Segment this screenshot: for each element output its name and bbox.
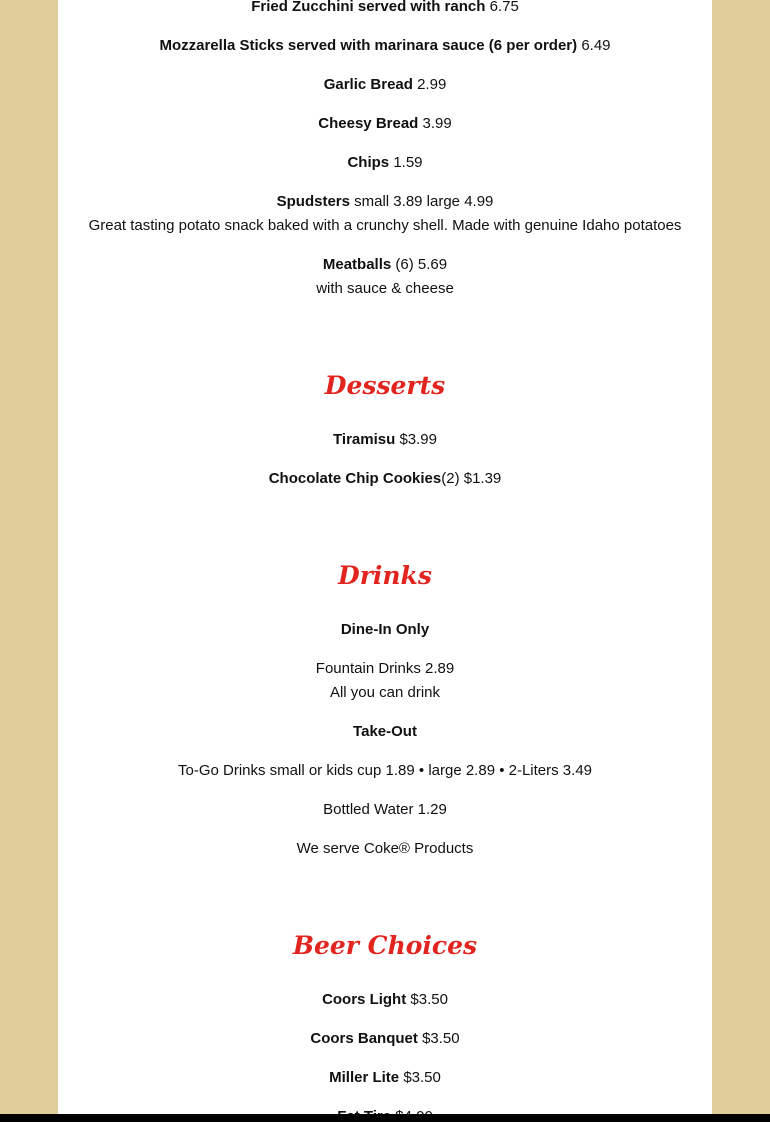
item-description: with sauce & cheese bbox=[316, 280, 454, 297]
menu-item-miller-lite bbox=[58, 1068, 712, 1088]
fountain-note: All you can drink bbox=[329, 684, 441, 701]
item-price: 1.59 bbox=[393, 154, 423, 171]
menu-item-cheesy-bread bbox=[58, 114, 712, 134]
item-price: 6.75 bbox=[489, 0, 519, 15]
item-price: (2) $1.39 bbox=[441, 470, 502, 487]
item-price: $3.50 bbox=[403, 1069, 441, 1086]
beer-heading: Beer Choices bbox=[292, 931, 478, 960]
item-price: 6.49 bbox=[581, 37, 611, 54]
menu-panel bbox=[58, 0, 712, 1122]
togo-drinks: To-Go Drinks small or kids cup 1.89 • large 2.89 • 2-Liters 3.49 bbox=[177, 762, 593, 779]
menu-item-fried-zucchini bbox=[58, 0, 712, 17]
take-out-label: Take-Out bbox=[353, 723, 417, 740]
menu-item-tiramisu bbox=[58, 430, 712, 450]
item-price: $3.50 bbox=[410, 991, 448, 1008]
item-name: Tiramisu bbox=[333, 431, 396, 448]
menu-item-coors-banquet bbox=[58, 1029, 712, 1049]
dine-in-label: Dine-In Only bbox=[340, 621, 430, 638]
item-name: Chocolate Chip Cookies bbox=[268, 470, 442, 487]
item-price: 3.99 bbox=[422, 115, 452, 132]
item-price: $3.99 bbox=[399, 431, 437, 448]
drinks-heading: Drinks bbox=[338, 561, 432, 590]
menu-item-chips bbox=[58, 153, 712, 173]
menu-item-meatballs bbox=[58, 255, 712, 275]
item-description: Great tasting potato snack baked with a crunchy shell. Made with genuine Idaho potatoes bbox=[88, 217, 682, 234]
coke-note: We serve Coke® Products bbox=[296, 840, 474, 857]
bottom-edge-bar bbox=[0, 1114, 770, 1122]
menu-item-spudsters bbox=[58, 192, 712, 212]
item-name: Fried Zucchini served with ranch bbox=[251, 0, 486, 15]
item-name: Mozzarella Sticks served with marinara sauce (6 per order) bbox=[159, 37, 578, 54]
item-price: $3.50 bbox=[422, 1030, 460, 1047]
item-name: Garlic Bread bbox=[323, 76, 413, 93]
item-name: Spudsters bbox=[276, 193, 350, 210]
item-price: 2.99 bbox=[417, 76, 447, 93]
item-name: Meatballs bbox=[322, 256, 392, 273]
item-name: Miller Lite bbox=[329, 1069, 400, 1086]
item-name: Chips bbox=[347, 154, 390, 171]
menu-item-cookies bbox=[58, 469, 712, 489]
desserts-heading: Desserts bbox=[324, 371, 446, 400]
item-price: small 3.89 large 4.99 bbox=[354, 193, 494, 210]
item-price: (6) 5.69 bbox=[395, 256, 448, 273]
item-name: Cheesy Bread bbox=[318, 115, 419, 132]
item-name: Coors Light bbox=[322, 991, 407, 1008]
menu-item-garlic-bread bbox=[58, 75, 712, 95]
bottled-water: Bottled Water 1.29 bbox=[323, 801, 447, 818]
menu-item-coors-light bbox=[58, 990, 712, 1010]
item-name: Coors Banquet bbox=[310, 1030, 418, 1047]
fountain-drinks: Fountain Drinks 2.89 bbox=[315, 660, 455, 677]
menu-item-mozzarella-sticks bbox=[58, 36, 712, 56]
